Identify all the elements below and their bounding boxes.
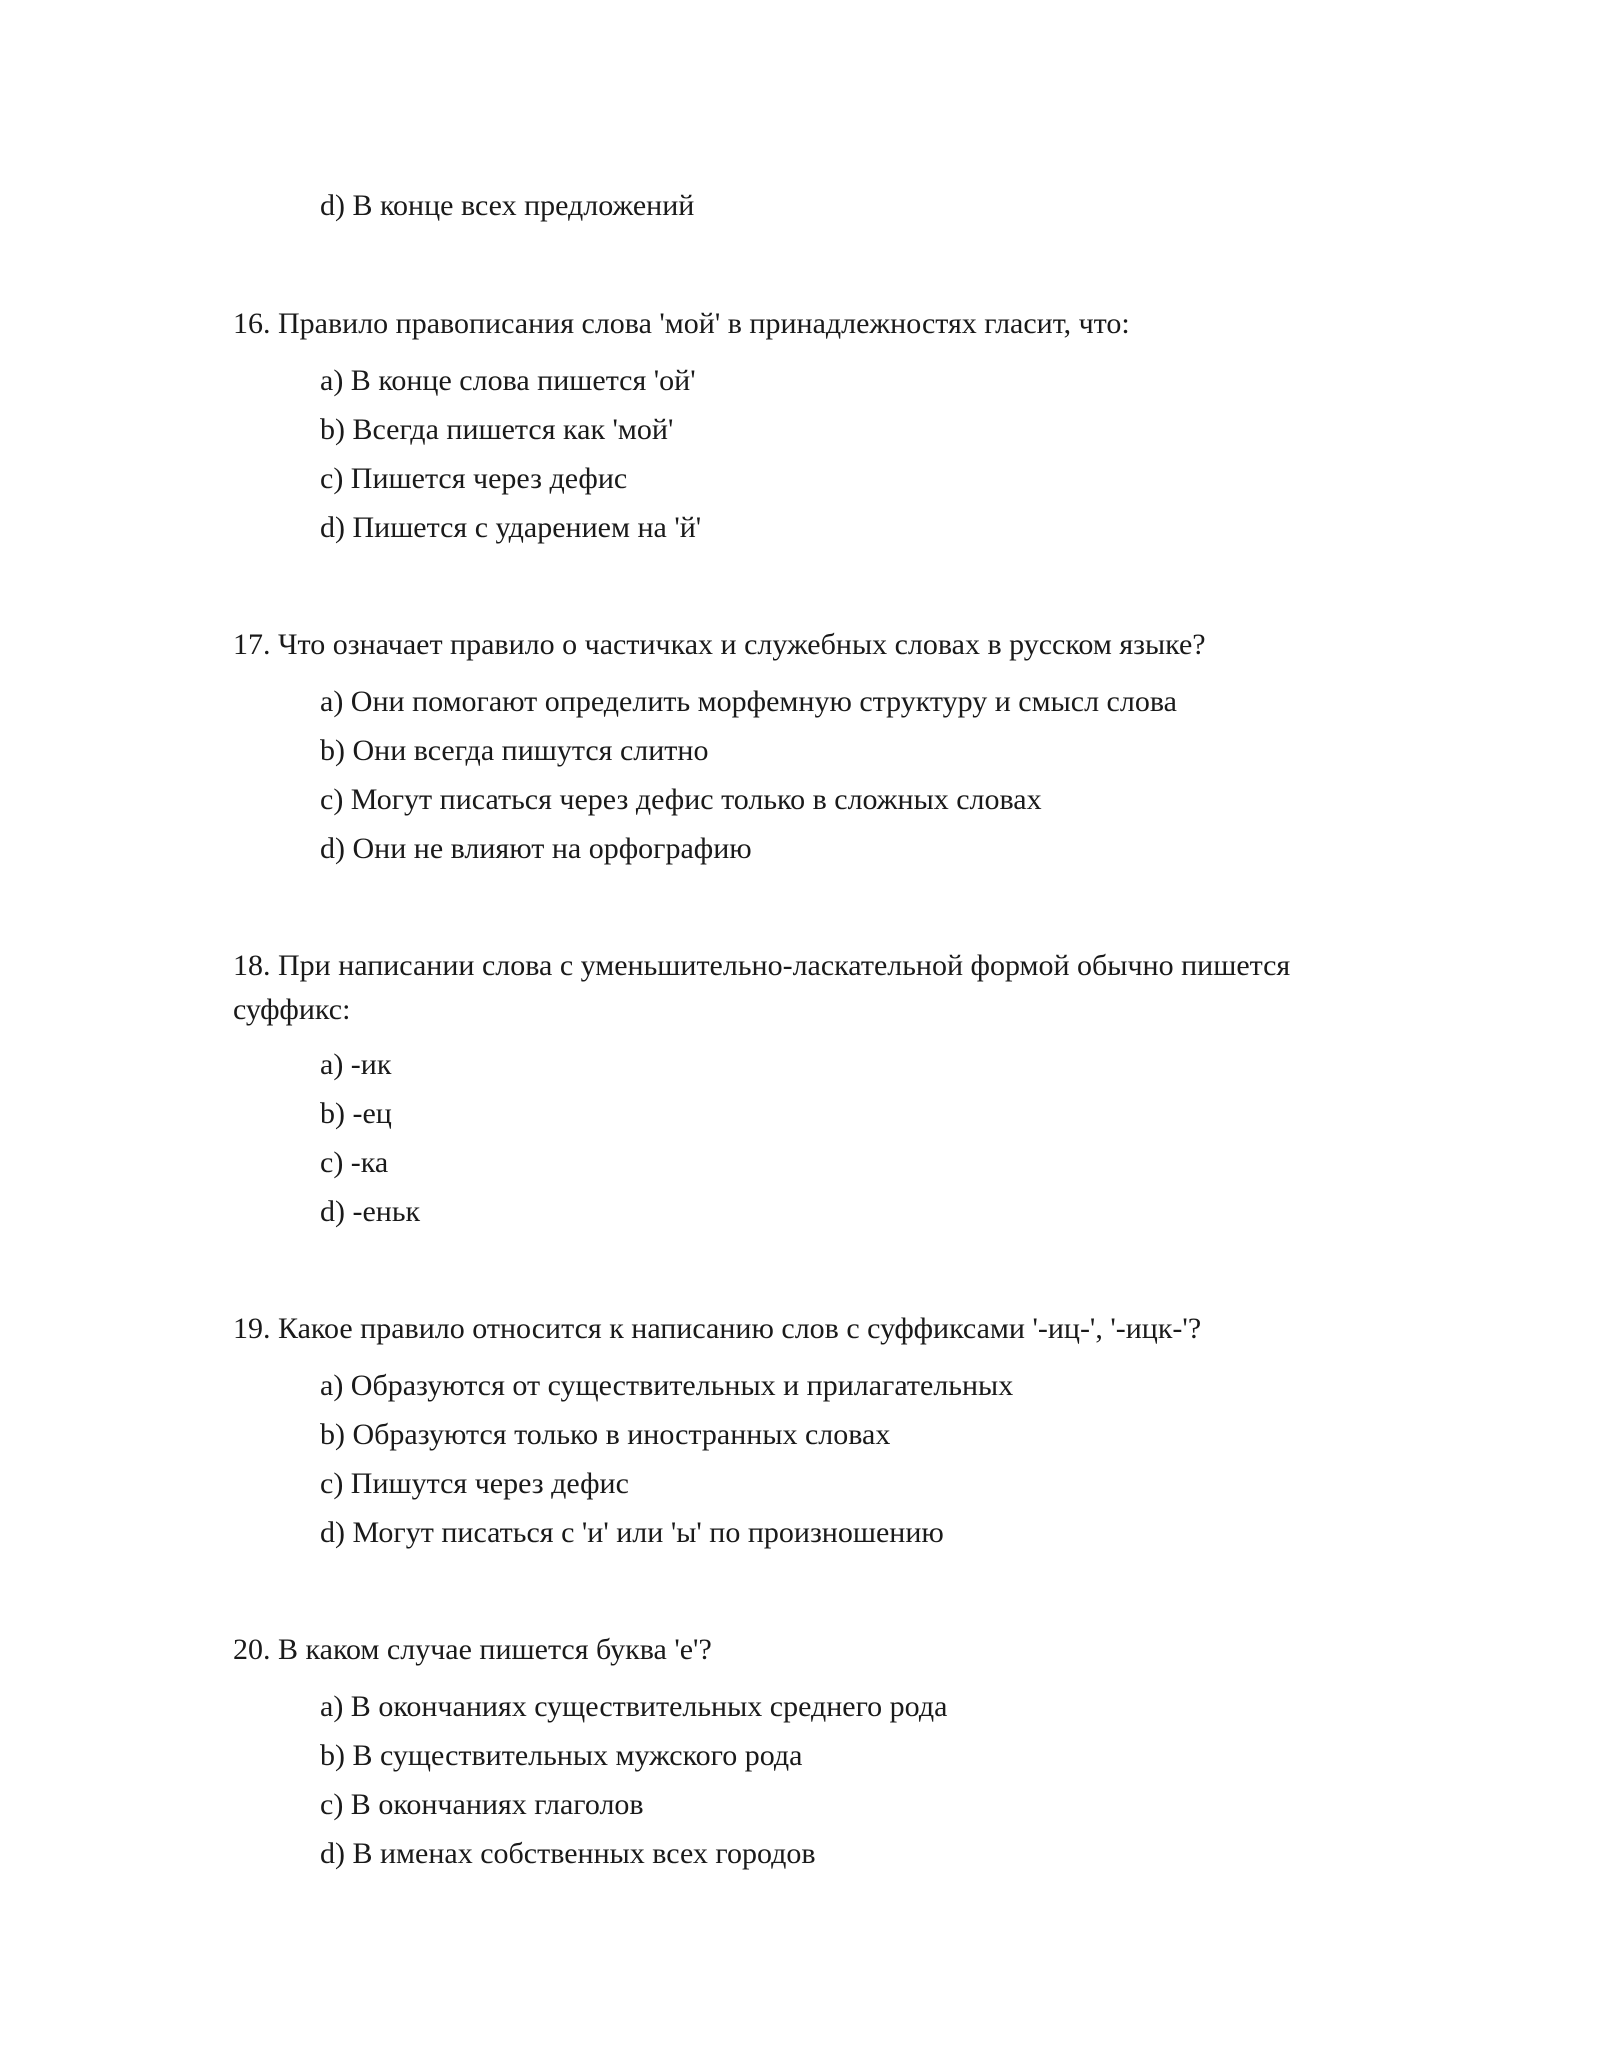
answer-option: d) Пишется с ударением на 'й'	[320, 511, 702, 544]
question-19: 19. Какое правило относится к написанию слов с суффиксами '-иц-', '-ицк-'?	[233, 1312, 1202, 1345]
answer-option: b) Всегда пишется как 'мой'	[320, 413, 674, 446]
answer-option: d) Могут писаться с 'и' или 'ы' по произношению	[320, 1516, 944, 1549]
answer-option: d) В конце всех предложений	[320, 189, 695, 222]
answer-option: c) В окончаниях глаголов	[320, 1788, 644, 1821]
answer-option: c) Пишутся через дефис	[320, 1467, 629, 1500]
answer-option: c) -ка	[320, 1146, 389, 1179]
answer-option: a) В конце слова пишется 'ой'	[320, 364, 696, 397]
answer-option: a) В окончаниях существительных среднего рода	[320, 1690, 948, 1723]
answer-option: a) Они помогают определить морфемную структуру и смысл слова	[320, 685, 1177, 718]
answer-option: c) Пишется через дефис	[320, 462, 628, 495]
question-20: 20. В каком случае пишется буква 'е'?	[233, 1633, 712, 1666]
answer-option: b) Они всегда пишутся слитно	[320, 734, 709, 767]
answer-option: c) Могут писаться через дефис только в сложных словах	[320, 783, 1042, 816]
question-17: 17. Что означает правило о частичках и служебных словах в русском языке?	[233, 628, 1206, 661]
answer-option: d) -еньк	[320, 1195, 421, 1228]
answer-option: d) В именах собственных всех городов	[320, 1837, 816, 1870]
answer-option: a) Образуются от существительных и прилагательных	[320, 1369, 1014, 1402]
answer-option: b) Образуются только в иностранных словах	[320, 1418, 891, 1451]
question-16: 16. Правило правописания слова 'мой' в принадлежностях гласит, что:	[233, 307, 1130, 340]
answer-option: a) -ик	[320, 1048, 392, 1081]
question-18: 18. При написании слова с уменьшительно-ласкательной формой обычно пишется суффикс:	[233, 949, 1291, 1026]
answer-option: b) -ец	[320, 1097, 392, 1130]
answer-option: b) В существительных мужского рода	[320, 1739, 803, 1772]
answer-option: d) Они не влияют на орфографию	[320, 832, 752, 865]
